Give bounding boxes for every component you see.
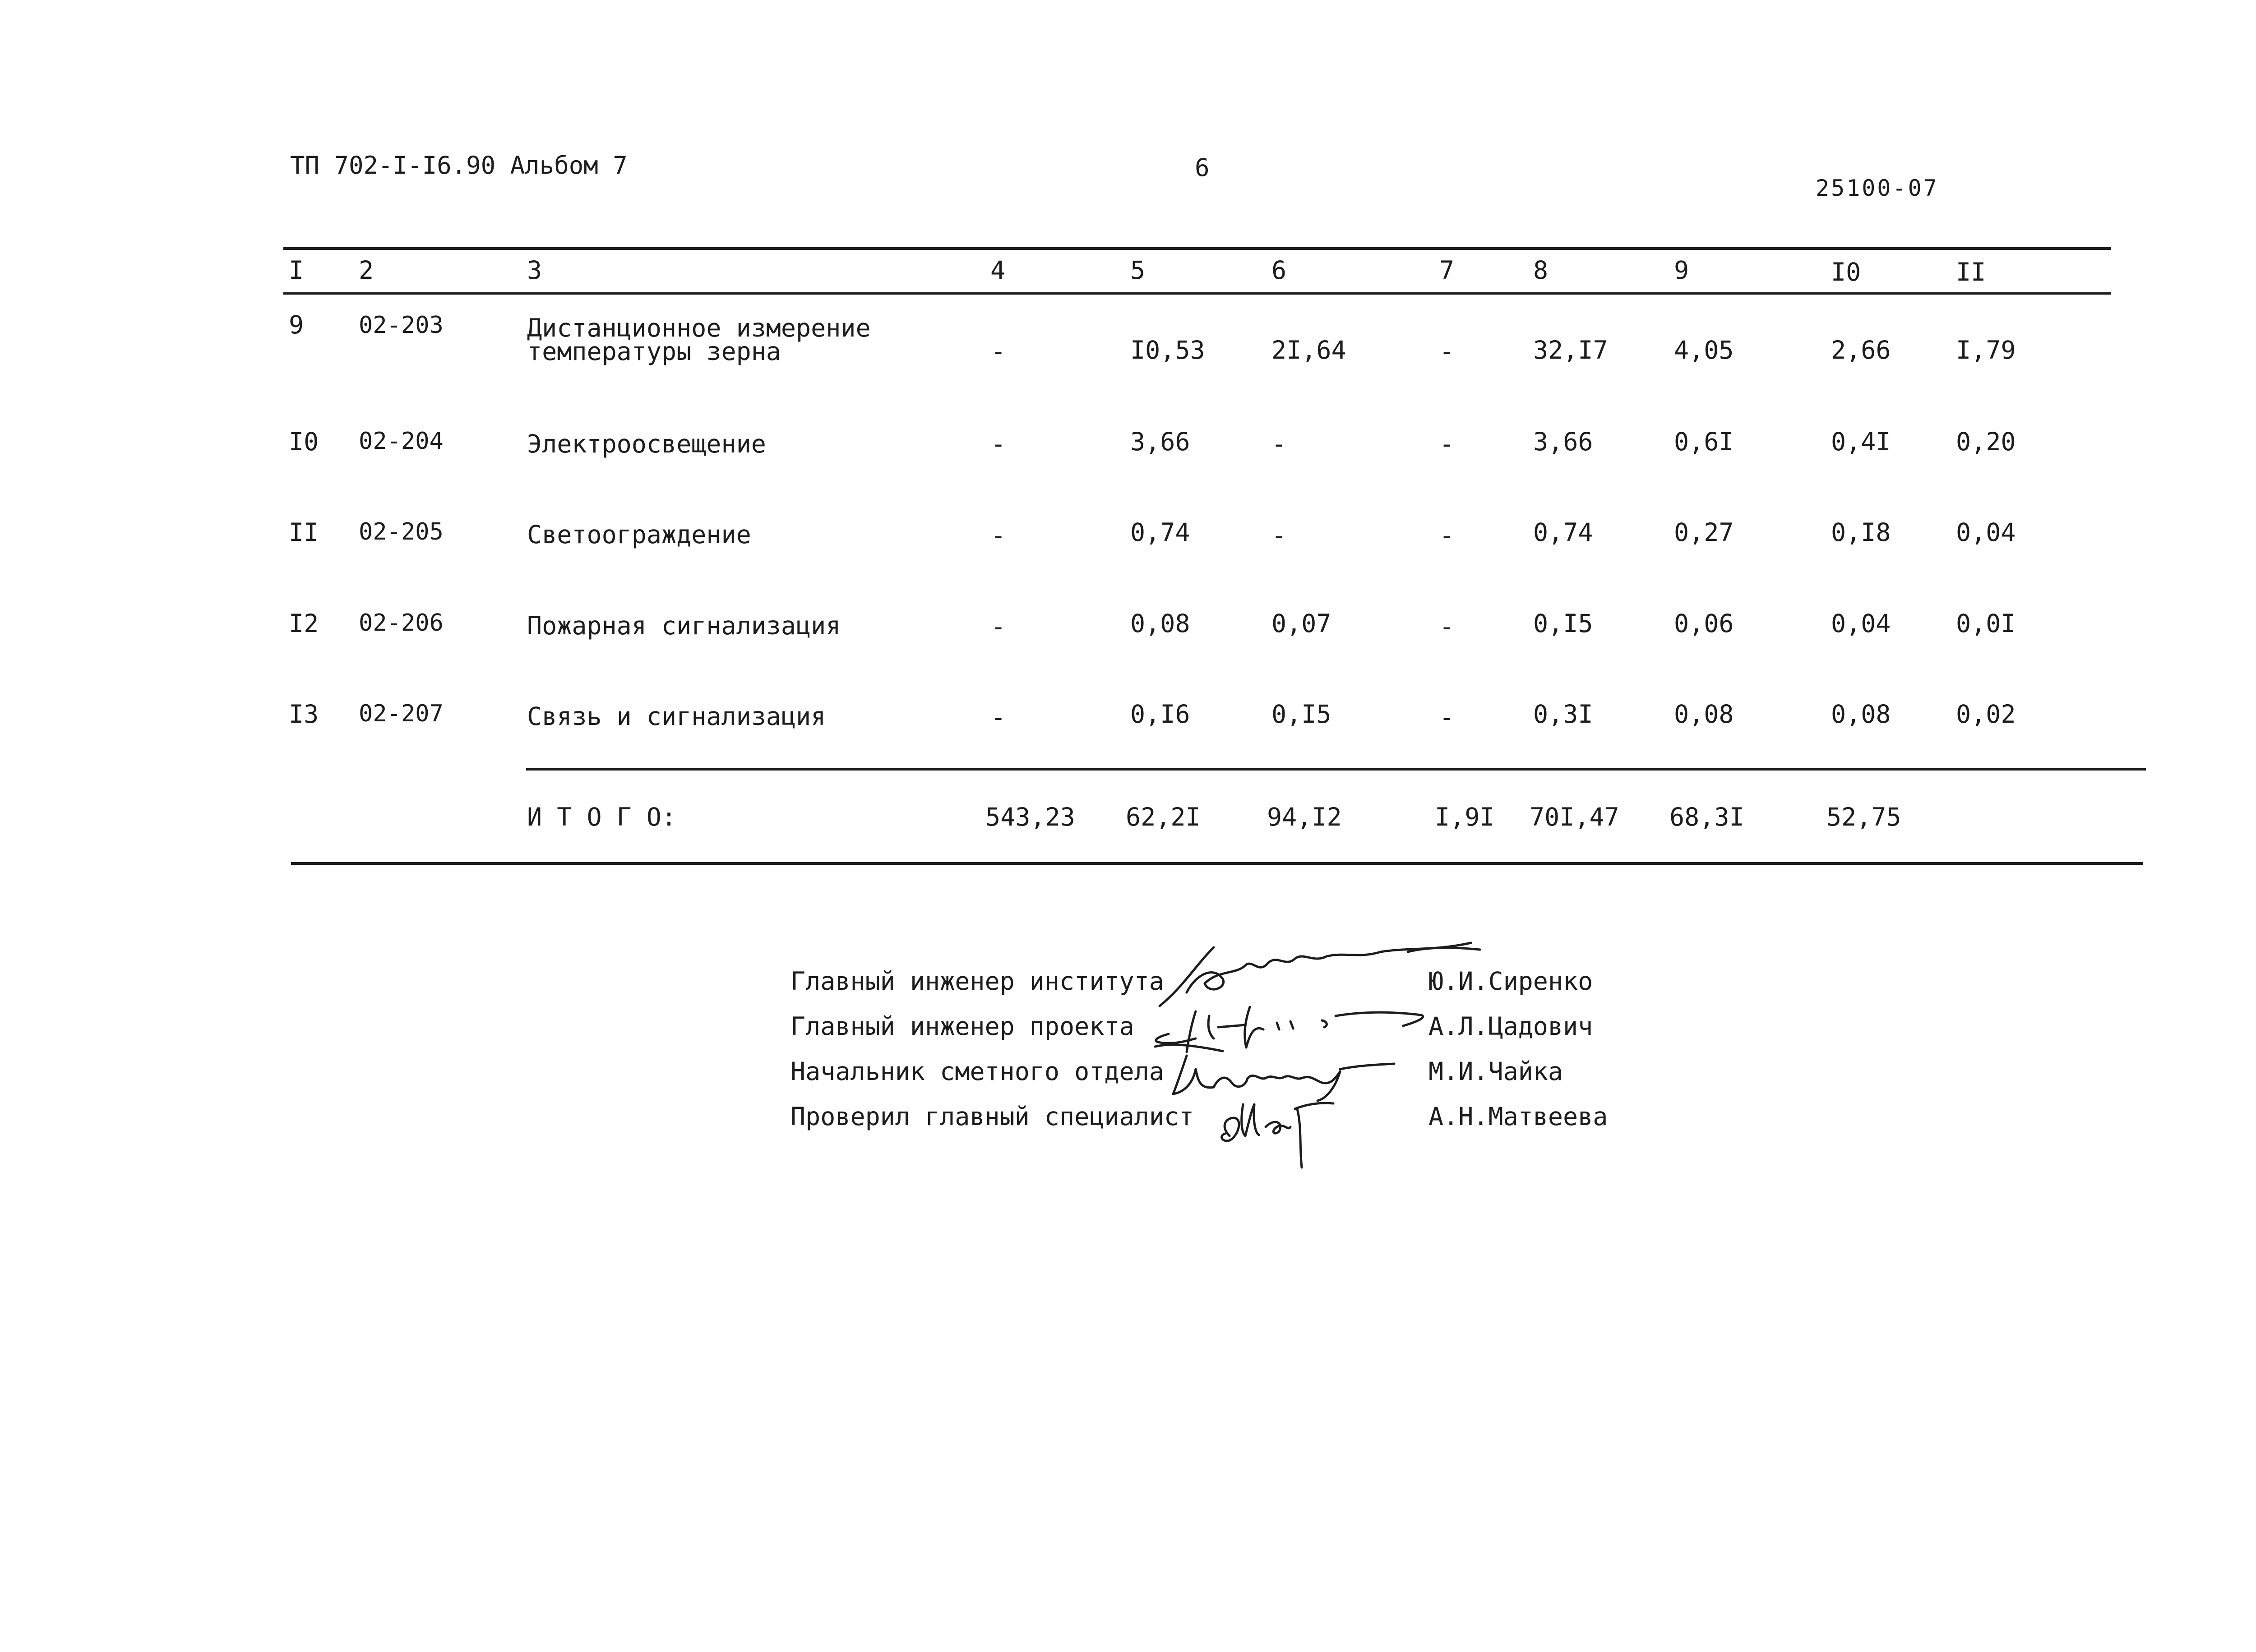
signatory-title: Главный инженер института — [791, 967, 1164, 996]
col-header-9: 9 — [1674, 256, 1689, 285]
cell-col4: - — [991, 703, 1006, 732]
cell-col9: 0,08 — [1674, 700, 1734, 729]
cell-col10: 0,I8 — [1831, 518, 1891, 547]
cell-col11: 0,04 — [1956, 518, 2016, 547]
cell-col4: - — [991, 337, 1006, 366]
cell-col10: 0,04 — [1831, 609, 1891, 638]
cell-col4: - — [991, 521, 1006, 550]
row-number: I2 — [289, 609, 319, 638]
row-number: 9 — [289, 310, 304, 339]
total-col8: 70I,47 — [1530, 803, 1619, 831]
cell-col10: 2,66 — [1831, 336, 1891, 365]
row-code: 02-206 — [359, 609, 444, 637]
cell-col6: 0,07 — [1271, 609, 1331, 638]
cell-col11: I,79 — [1956, 336, 2016, 365]
cell-col7: - — [1439, 521, 1455, 550]
signatory-name: Ю.И.Сиренко — [1428, 967, 1593, 996]
row-name-line1: Дистанционное измерение — [527, 314, 871, 342]
col-header-1: I — [289, 256, 304, 285]
total-col6: 94,I2 — [1267, 803, 1342, 831]
total-col4: 543,23 — [985, 803, 1075, 831]
col-header-10: I0 — [1831, 258, 1861, 286]
cell-col9: 0,27 — [1674, 518, 1734, 547]
cell-col8: 0,I5 — [1533, 609, 1593, 638]
cell-col7: - — [1439, 703, 1455, 732]
cell-col9: 0,6I — [1674, 427, 1734, 456]
row-name: Электроосвещение — [527, 429, 766, 458]
total-col9: 68,3I — [1669, 803, 1744, 831]
cell-col9: 4,05 — [1674, 336, 1734, 365]
row-name-line2: температуры зерна — [527, 337, 781, 366]
cell-col8: 3,66 — [1533, 427, 1593, 456]
cell-col4: - — [991, 612, 1006, 641]
col-header-3: 3 — [527, 256, 542, 285]
table-top-rule — [283, 247, 2111, 250]
total-top-rule — [526, 768, 2146, 771]
total-col5: 62,2I — [1126, 803, 1201, 831]
table-bottom-rule — [291, 862, 2143, 865]
cell-col6: - — [1271, 521, 1287, 550]
signatory-name: А.Н.Матвеева — [1428, 1102, 1608, 1131]
row-name: Пожарная сигнализация — [527, 611, 841, 640]
cell-col4: - — [991, 429, 1006, 458]
cell-col7: - — [1439, 429, 1455, 458]
cell-col5: 3,66 — [1130, 427, 1190, 456]
cell-col6: 2I,64 — [1271, 336, 1346, 365]
row-number: I3 — [289, 700, 319, 729]
row-code: 02-205 — [359, 518, 444, 545]
row-name: Светоограждение — [527, 520, 751, 549]
cell-col5: 0,74 — [1130, 518, 1190, 547]
header-bottom-rule — [283, 292, 2111, 295]
handwritten-signature-4 — [1211, 1091, 1356, 1172]
row-number: II — [289, 518, 319, 547]
row-code: 02-207 — [359, 700, 444, 727]
col-header-11: II — [1956, 258, 1986, 286]
cell-col11: 0,20 — [1956, 427, 2016, 456]
cell-col5: 0,I6 — [1130, 700, 1190, 729]
cell-col11: 0,02 — [1956, 700, 2016, 729]
cell-col9: 0,06 — [1674, 609, 1734, 638]
cell-col10: 0,4I — [1831, 427, 1891, 456]
cell-col7: - — [1439, 337, 1455, 366]
col-header-8: 8 — [1533, 256, 1549, 285]
col-header-7: 7 — [1439, 256, 1455, 285]
signatory-title: Проверил главный специалист — [791, 1102, 1194, 1131]
signatory-name: А.Л.Цадович — [1428, 1012, 1593, 1041]
cell-col8: 0,74 — [1533, 518, 1593, 547]
col-header-6: 6 — [1271, 256, 1287, 285]
cell-col7: - — [1439, 612, 1455, 641]
cell-col5: 0,08 — [1130, 609, 1190, 638]
cell-col5: I0,53 — [1130, 336, 1205, 365]
cell-col11: 0,0I — [1956, 609, 2016, 638]
document-reference: ТП 702-I-I6.90 Альбом 7 — [290, 151, 628, 180]
cell-col6: 0,I5 — [1271, 700, 1331, 729]
cell-col6: - — [1271, 429, 1287, 458]
signatory-title: Начальник сметного отдела — [791, 1057, 1164, 1086]
total-col10: 52,75 — [1826, 803, 1901, 831]
archive-stamp-code: 25100-07 — [1816, 175, 1939, 201]
signatory-name: М.И.Чайка — [1428, 1057, 1563, 1086]
total-label: И Т О Г О: — [527, 803, 677, 831]
cell-col8: 0,3I — [1533, 700, 1593, 729]
col-header-4: 4 — [990, 256, 1006, 285]
col-header-2: 2 — [359, 256, 374, 285]
page-number: 6 — [1195, 153, 1210, 182]
cell-col10: 0,08 — [1831, 700, 1891, 729]
row-number: I0 — [289, 427, 319, 456]
col-header-5: 5 — [1130, 256, 1146, 285]
row-code: 02-203 — [359, 312, 444, 339]
cell-col8: 32,I7 — [1533, 336, 1608, 365]
total-col7: I,9I — [1435, 803, 1495, 831]
signatory-title: Главный инженер проекта — [791, 1012, 1134, 1041]
row-name: Связь и сигнализация — [527, 702, 826, 731]
row-code: 02-204 — [359, 428, 444, 455]
